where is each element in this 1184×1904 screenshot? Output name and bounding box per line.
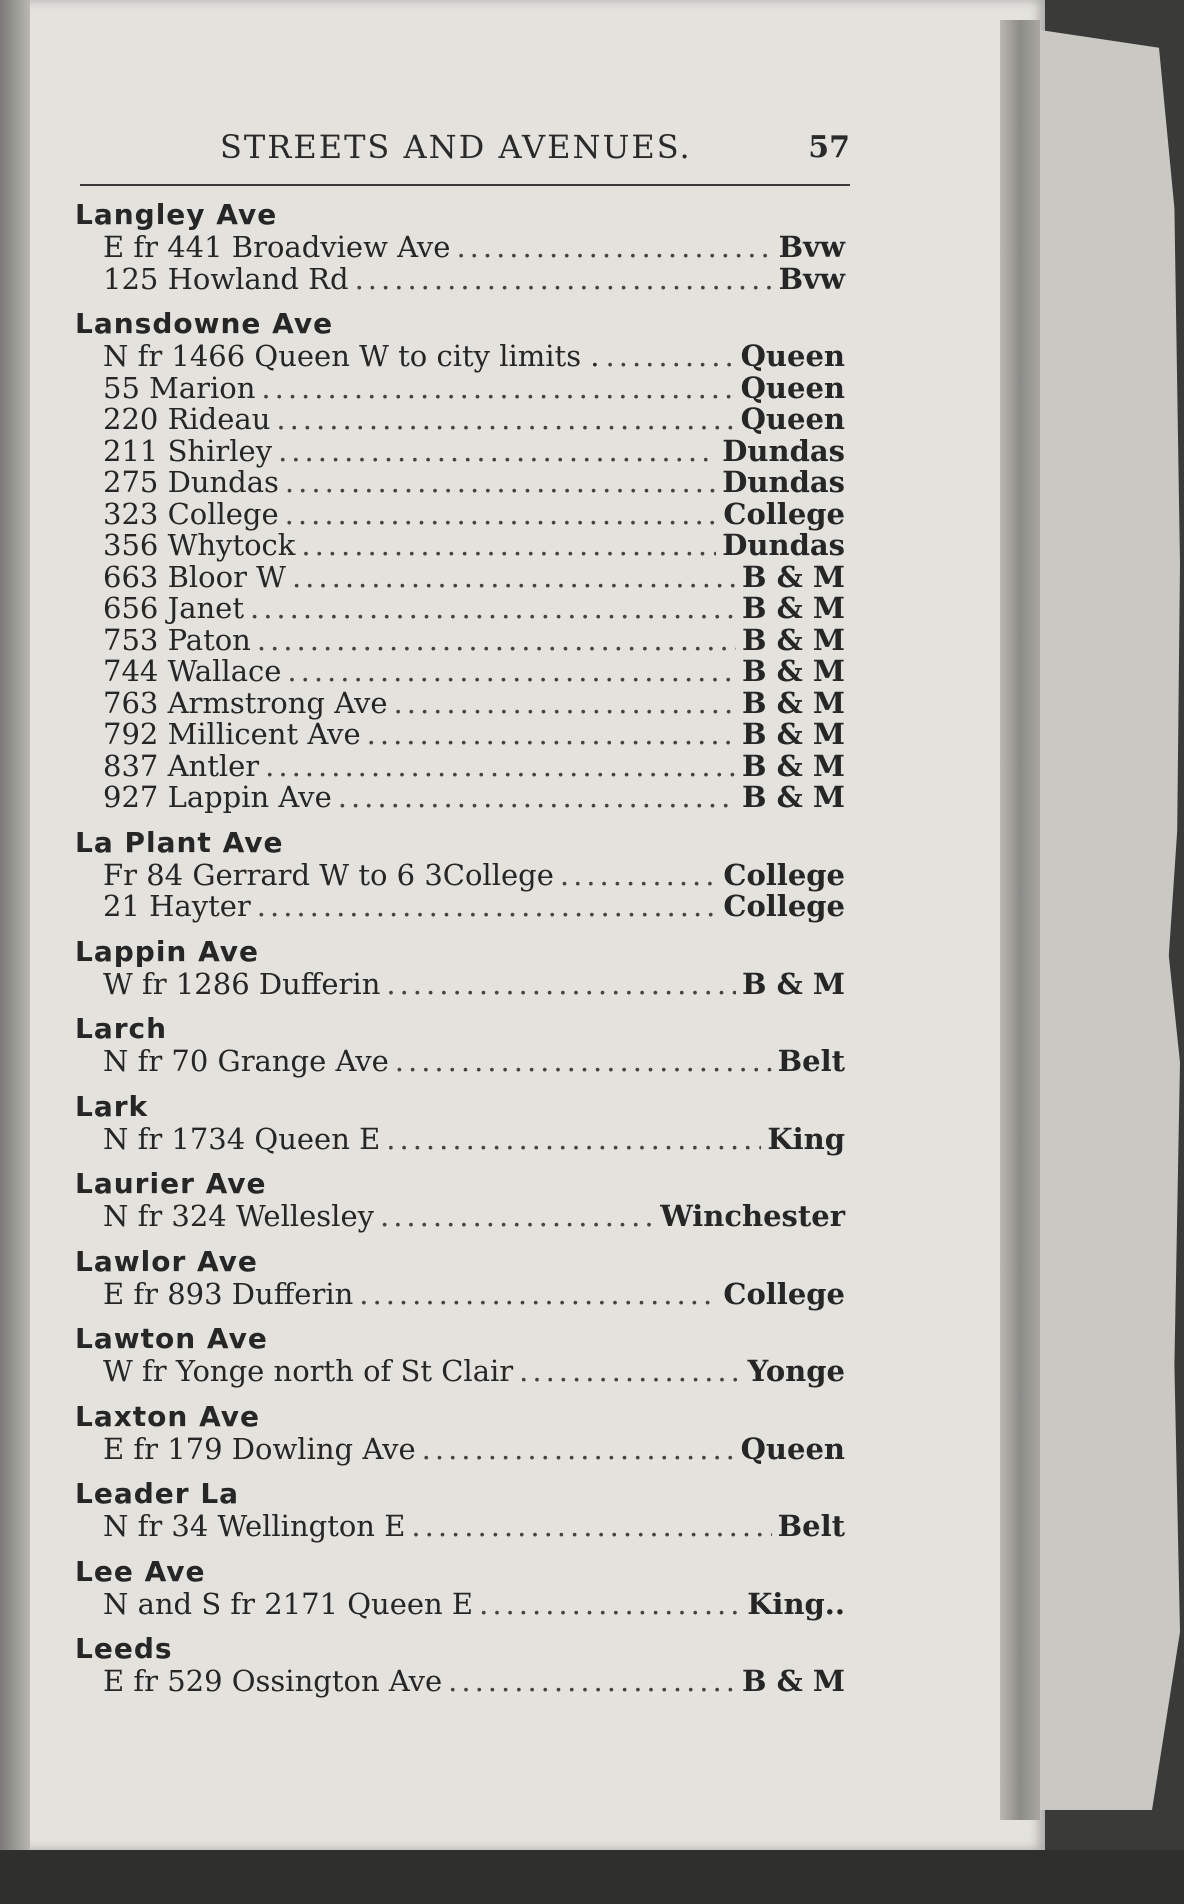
line-description: N fr 1466 Queen W to city limits . — [103, 339, 600, 373]
header-rule — [80, 184, 850, 186]
dot-leader — [359, 1279, 717, 1311]
street-directory — [75, 198, 845, 1710]
line-reference: B & M — [742, 748, 845, 783]
dot-leader — [367, 719, 736, 751]
line-reference: B & M — [742, 1664, 845, 1698]
street-name: Leader La — [75, 1477, 240, 1510]
line-description: 220 Rideau — [103, 402, 271, 436]
street-name: Lee Ave — [75, 1554, 206, 1588]
street-line — [75, 966, 845, 1001]
dot-leader — [380, 1201, 654, 1233]
line-description: 125 Howland Rd — [103, 261, 349, 296]
line-description: 927 Lappin Ave — [103, 780, 332, 814]
book-spine — [1000, 20, 1040, 1820]
line-reference: College — [723, 1276, 845, 1311]
line-reference: B & M — [742, 591, 845, 625]
street-line — [75, 1121, 845, 1156]
page-header — [80, 128, 850, 178]
street-entry — [75, 1012, 845, 1078]
line-reference: King.. — [747, 1586, 845, 1621]
line-reference: B & M — [742, 685, 845, 720]
street-entry — [75, 1090, 845, 1156]
line-description: N and S fr 2171 Queen E — [103, 1586, 474, 1621]
line-reference: Yonge — [747, 1354, 845, 1388]
dot-leader — [386, 1124, 761, 1156]
line-reference: Dundas — [722, 528, 845, 562]
street-line — [75, 467, 845, 499]
dot-leader — [287, 656, 736, 688]
line-description: N fr 324 Wellesley — [103, 1199, 374, 1233]
street-line — [75, 1046, 845, 1078]
street-line — [75, 433, 845, 468]
street-line — [75, 622, 845, 657]
line-reference: B & M — [742, 559, 845, 594]
line-description: 663 Bloor W — [103, 559, 286, 594]
street-entry — [75, 1245, 845, 1311]
page-title: STREETS AND AVENUES. — [220, 128, 692, 166]
street-name: Langley Ave — [75, 198, 278, 231]
street-entry — [75, 1477, 845, 1543]
street-name: La Plant Ave — [75, 825, 284, 859]
line-description: W fr 1286 Dufferin — [103, 966, 381, 1001]
street-name: Larch — [75, 1012, 168, 1045]
dot-leader — [285, 467, 716, 499]
dot-leader — [276, 404, 734, 436]
line-reference: Winchester — [660, 1199, 845, 1233]
street-line — [75, 559, 845, 594]
line-description: E fr 529 Ossington Ave — [103, 1664, 443, 1698]
street-line — [75, 685, 845, 720]
street-line — [75, 593, 845, 625]
street-entry — [75, 935, 845, 1001]
line-description: 323 College — [103, 496, 279, 531]
dot-leader — [250, 593, 736, 625]
line-reference: College — [723, 889, 845, 923]
line-description: 356 Whytock — [103, 528, 296, 562]
line-reference: B & M — [742, 780, 845, 814]
line-reference: Queen — [740, 402, 845, 436]
street-line — [75, 530, 845, 562]
dot-leader — [285, 499, 718, 531]
dot-leader — [606, 341, 735, 373]
dot-leader — [338, 782, 736, 814]
dot-leader — [560, 860, 717, 892]
line-reference: B & M — [742, 966, 845, 1001]
page-left-edge — [0, 0, 30, 1850]
street-line — [75, 1586, 845, 1621]
street-line — [75, 404, 845, 436]
line-reference: Queen — [740, 339, 845, 373]
dot-leader — [265, 751, 736, 783]
dot-leader — [257, 891, 718, 923]
line-description: 211 Shirley — [103, 433, 273, 468]
line-description: 837 Antler — [103, 748, 260, 783]
dot-leader — [355, 264, 773, 296]
street-name: Lark — [75, 1089, 149, 1123]
street-entry — [75, 198, 845, 295]
line-description: 792 Millicent Ave — [103, 717, 361, 751]
street-line — [75, 232, 845, 264]
street-entry — [75, 1632, 845, 1698]
line-reference: Dundas — [722, 465, 845, 499]
line-reference: Bvw — [778, 261, 845, 296]
street-name: Lawlor Ave — [75, 1244, 258, 1278]
street-line — [75, 1431, 845, 1466]
line-description: 763 Armstrong Ave — [103, 685, 388, 720]
line-reference: Queen — [740, 1431, 845, 1466]
line-description: N fr 34 Wellington E — [103, 1509, 406, 1543]
dot-leader — [411, 1511, 771, 1543]
street-line — [75, 496, 845, 531]
street-name: Lappin Ave — [75, 934, 260, 968]
line-description: 275 Dundas — [103, 465, 279, 499]
line-reference: B & M — [742, 622, 845, 657]
torn-page-edge — [1040, 30, 1180, 1810]
line-description: E fr 893 Dufferin — [103, 1276, 354, 1311]
line-reference: B & M — [742, 717, 845, 751]
dot-leader — [395, 1046, 772, 1078]
street-name: Laxton Ave — [75, 1399, 261, 1433]
street-name: Lawton Ave — [75, 1322, 268, 1355]
line-reference: Belt — [777, 1509, 845, 1543]
dot-leader — [292, 562, 736, 594]
street-entry — [75, 1555, 845, 1621]
street-line — [75, 748, 845, 783]
line-reference: B & M — [742, 654, 845, 688]
line-description: 753 Paton — [103, 622, 251, 657]
dot-leader — [301, 530, 716, 562]
street-line — [75, 261, 845, 296]
street-line — [75, 782, 845, 814]
street-entry — [75, 826, 845, 923]
dot-leader — [257, 625, 736, 657]
page-number: 57 — [808, 130, 850, 165]
line-reference: Bvw — [778, 230, 845, 264]
street-line — [75, 1511, 845, 1543]
line-description: 656 Janet — [103, 591, 244, 625]
street-line — [75, 1666, 845, 1698]
dot-leader — [479, 1589, 741, 1621]
street-line — [75, 1276, 845, 1311]
page-bottom-shadow — [0, 1850, 1184, 1904]
line-description: 744 Wallace — [103, 654, 282, 688]
dot-leader — [456, 232, 772, 264]
line-description: N fr 1734 Queen E — [103, 1121, 381, 1156]
street-name: Leeds — [75, 1632, 173, 1665]
dot-leader — [261, 373, 734, 405]
line-reference: College — [723, 496, 845, 531]
line-reference: Belt — [777, 1044, 845, 1078]
line-reference: Dundas — [722, 433, 845, 468]
line-description: W fr Yonge north of St Clair — [103, 1354, 514, 1388]
street-line — [75, 1201, 845, 1233]
street-entry — [75, 307, 845, 814]
street-line — [75, 719, 845, 751]
street-line — [75, 656, 845, 688]
line-description: E fr 441 Broadview Ave — [103, 230, 451, 264]
street-name: Laurier Ave — [75, 1167, 267, 1200]
street-entry — [75, 1400, 845, 1466]
dot-leader — [394, 688, 736, 720]
dot-leader — [386, 969, 736, 1001]
street-line — [75, 341, 845, 373]
line-description: E fr 179 Dowling Ave — [103, 1431, 416, 1466]
street-line — [75, 857, 845, 892]
line-description: Fr 84 Gerrard W to 6 3College — [103, 857, 554, 892]
street-entry — [75, 1322, 845, 1388]
line-description: 21 Hayter — [103, 889, 251, 923]
line-description: 55 Marion — [103, 370, 256, 405]
street-line — [75, 1356, 845, 1388]
line-reference: College — [723, 857, 845, 892]
dot-leader — [278, 436, 716, 468]
line-description: N fr 70 Grange Ave — [103, 1044, 389, 1078]
street-entry — [75, 1167, 845, 1233]
dot-leader — [519, 1356, 742, 1388]
street-line — [75, 891, 845, 923]
line-reference: Queen — [740, 370, 845, 405]
street-line — [75, 370, 845, 405]
street-name: Lansdowne Ave — [75, 307, 334, 340]
dot-leader — [448, 1666, 736, 1698]
line-reference: King — [767, 1121, 845, 1156]
dot-leader — [422, 1434, 735, 1466]
